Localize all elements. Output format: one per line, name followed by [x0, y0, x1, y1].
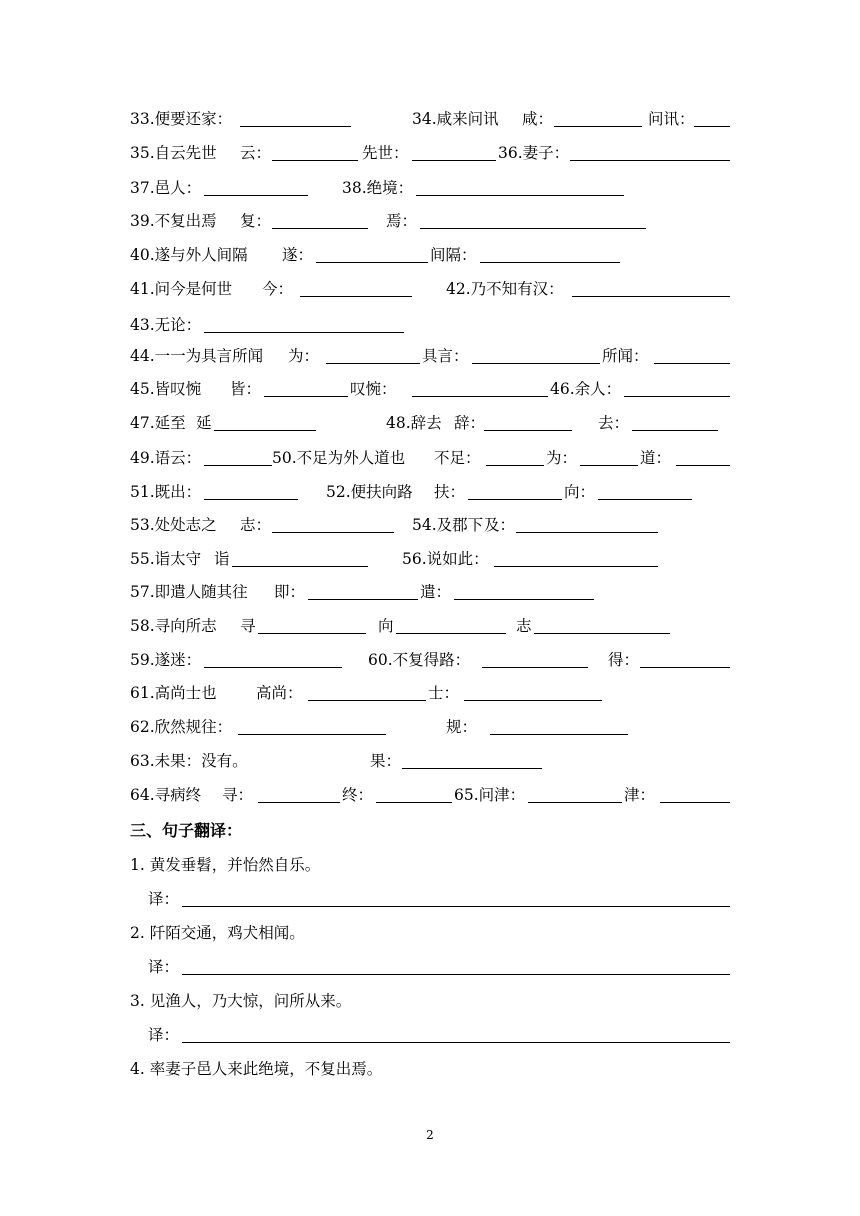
prompt: 今：	[262, 280, 294, 298]
item-row-43	[130, 312, 730, 338]
translation-answer-line[interactable]	[182, 974, 730, 975]
label-text: 译：	[148, 890, 180, 908]
translation-label	[148, 1022, 188, 1048]
prompt: 44.一一为具言所闻	[130, 347, 264, 365]
translation-sentence	[130, 920, 730, 946]
item-row-53	[130, 512, 730, 538]
prompt: 去：	[598, 414, 630, 432]
answer-blank[interactable]	[468, 499, 562, 500]
item-row-63	[130, 748, 730, 774]
prompt: 40.遂与外人间隔	[130, 246, 248, 264]
answer-blank[interactable]	[204, 332, 404, 333]
item-row-33	[130, 106, 730, 132]
prompt: 53.处处志之	[130, 516, 217, 534]
answer-blank[interactable]	[412, 160, 496, 161]
prompt: 道：	[640, 449, 672, 467]
item-row-39	[130, 208, 730, 234]
prompt: 33.便要还家：	[130, 110, 233, 128]
sentence-text: 2. 阡陌交通，鸡犬相闻。	[130, 924, 305, 942]
answer-blank[interactable]	[528, 802, 622, 803]
answer-blank[interactable]	[420, 228, 646, 229]
prompt: 先世：	[362, 144, 409, 162]
answer-blank[interactable]	[204, 499, 298, 500]
prompt: 65.问津：	[454, 786, 526, 804]
answer-blank[interactable]	[272, 532, 394, 533]
prompt: 叹惋：	[350, 380, 397, 398]
prompt: 50.不足为外人道也	[272, 449, 406, 467]
prompt: 43.无论：	[130, 316, 202, 334]
prompt: 51.既出：	[130, 483, 202, 501]
answer-blank[interactable]	[534, 633, 670, 634]
answer-blank[interactable]	[300, 296, 412, 297]
prompt: 诣	[214, 550, 230, 568]
prompt: 扶：	[434, 483, 466, 501]
answer-blank[interactable]	[316, 262, 428, 263]
prompt: 45.皆叹惋	[130, 380, 202, 398]
prompt: 志	[516, 617, 532, 635]
prompt: 56.说如此：	[402, 550, 489, 568]
prompt: 咸：	[522, 110, 554, 128]
prompt: 高尚：	[256, 684, 303, 702]
answer-blank[interactable]	[204, 195, 308, 196]
item-row-49	[130, 445, 730, 471]
prompt: 49.语云：	[130, 449, 202, 467]
prompt: 规：	[446, 718, 478, 736]
prompt: 63.未果：没有。	[130, 752, 248, 770]
answer-blank[interactable]	[264, 396, 348, 397]
prompt: 辞：	[454, 414, 486, 432]
answer-blank[interactable]	[214, 430, 316, 431]
prompt: 问讯：	[648, 110, 695, 128]
prompt: 58.寻向所志	[130, 617, 217, 635]
answer-blank[interactable]	[232, 566, 368, 567]
translation-sentence	[130, 1056, 730, 1082]
answer-blank[interactable]	[676, 465, 730, 466]
item-row-47	[130, 410, 730, 436]
item-row-45	[130, 376, 730, 402]
item-row-57	[130, 579, 730, 605]
prompt: 57.即遣人随其往	[130, 583, 248, 601]
answer-blank[interactable]	[238, 734, 386, 735]
prompt: 即：	[274, 583, 306, 601]
answer-blank[interactable]	[204, 667, 342, 668]
item-row-35	[130, 140, 730, 166]
answer-blank[interactable]	[240, 126, 351, 127]
prompt: 及：	[484, 516, 516, 534]
answer-blank[interactable]	[454, 599, 594, 600]
prompt: 47.延至	[130, 414, 186, 432]
prompt: 41.问今是何世	[130, 280, 233, 298]
answer-blank[interactable]	[204, 465, 272, 466]
prompt: 34.咸来问讯	[412, 110, 499, 128]
answer-blank[interactable]	[464, 700, 602, 701]
answer-blank[interactable]	[572, 296, 730, 297]
answer-blank[interactable]	[258, 802, 340, 803]
answer-blank[interactable]	[570, 160, 730, 161]
answer-blank[interactable]	[480, 262, 620, 263]
prompt: 遣：	[420, 583, 452, 601]
item-row-62	[130, 714, 730, 740]
answer-blank[interactable]	[272, 160, 358, 161]
item-row-59	[130, 647, 730, 673]
answer-blank[interactable]	[694, 126, 730, 127]
prompt: 37.邑人：	[130, 179, 202, 197]
sentence-text: 1. 黄发垂髫，并怡然自乐。	[130, 856, 321, 874]
prompt: 津：	[624, 786, 656, 804]
prompt: 得：	[608, 651, 640, 669]
answer-blank[interactable]	[654, 363, 730, 364]
answer-blank[interactable]	[308, 599, 418, 600]
answer-blank[interactable]	[326, 363, 420, 364]
answer-blank[interactable]	[516, 532, 658, 533]
item-row-64	[130, 782, 730, 808]
prompt: 焉：	[386, 212, 418, 230]
answer-blank[interactable]	[308, 700, 426, 701]
prompt: 55.诣太守	[130, 550, 202, 568]
prompt: 39.不复出焉	[130, 212, 217, 230]
prompt: 52.便扶向路	[326, 483, 413, 501]
answer-blank[interactable]	[258, 633, 366, 634]
item-row-55	[130, 546, 730, 572]
prompt: 皆：	[230, 380, 262, 398]
answer-blank[interactable]	[660, 802, 730, 803]
translation-label	[148, 954, 188, 980]
answer-blank[interactable]	[484, 430, 572, 431]
item-row-44	[130, 343, 730, 369]
translation-sentence	[130, 988, 730, 1014]
answer-blank[interactable]	[416, 195, 624, 196]
prompt: 果：	[370, 752, 402, 770]
answer-blank[interactable]	[486, 465, 544, 466]
answer-blank[interactable]	[580, 465, 638, 466]
prompt: 61.高尚士也	[130, 684, 217, 702]
prompt: 不足：	[434, 449, 481, 467]
prompt: 志：	[240, 516, 272, 534]
item-row-58	[130, 613, 730, 639]
answer-blank[interactable]	[472, 363, 600, 364]
page-number: 2	[426, 1128, 434, 1142]
answer-blank[interactable]	[396, 633, 506, 634]
prompt: 60.不复得路：	[368, 651, 471, 669]
prompt: 寻	[240, 617, 256, 635]
prompt: 间隔：	[430, 246, 477, 264]
answer-blank[interactable]	[376, 802, 452, 803]
prompt: 复：	[240, 212, 272, 230]
prompt: 士：	[428, 684, 460, 702]
answer-blank[interactable]	[598, 499, 692, 500]
label-text: 译：	[148, 1026, 180, 1044]
label-text: 译：	[148, 958, 180, 976]
prompt: 延	[196, 414, 212, 432]
answer-blank[interactable]	[624, 396, 730, 397]
prompt: 48.辞去	[386, 414, 442, 432]
prompt: 54.及郡下	[412, 516, 484, 534]
answer-blank[interactable]	[402, 768, 542, 769]
prompt: 终：	[342, 786, 374, 804]
answer-blank[interactable]	[494, 566, 658, 567]
translation-sentence	[130, 852, 730, 878]
prompt: 62.欣然规往：	[130, 718, 233, 736]
answer-blank[interactable]	[412, 396, 548, 397]
prompt: 向：	[564, 483, 596, 501]
prompt: 为：	[288, 347, 320, 365]
prompt: 36.妻子：	[498, 144, 570, 162]
item-row-40	[130, 242, 730, 268]
answer-blank[interactable]	[482, 667, 588, 668]
prompt: 具言：	[422, 347, 469, 365]
prompt: 寻：	[222, 786, 254, 804]
prompt: 64.寻病终	[130, 786, 202, 804]
prompt: 35.自云先世	[130, 144, 217, 162]
translation-answer-line[interactable]	[182, 906, 730, 907]
sentence-text: 4. 率妻子邑人来此绝境，不复出焉。	[130, 1060, 383, 1078]
prompt: 46.余人：	[550, 380, 622, 398]
prompt: 59.遂迷：	[130, 651, 202, 669]
answer-blank[interactable]	[632, 430, 718, 431]
item-row-61	[130, 680, 730, 706]
prompt: 向	[378, 617, 394, 635]
item-row-41	[130, 276, 730, 302]
answer-blank[interactable]	[554, 126, 642, 127]
translation-label	[148, 886, 188, 912]
prompt: 所闻：	[602, 347, 649, 365]
answer-blank[interactable]	[640, 667, 730, 668]
answer-blank[interactable]	[490, 734, 628, 735]
prompt: 云：	[240, 144, 272, 162]
prompt: 为：	[546, 449, 578, 467]
prompt: 38.绝境：	[342, 179, 414, 197]
prompt: 42.乃不知有汉：	[446, 280, 564, 298]
section-heading: 三、句子翻译：	[130, 821, 243, 840]
translation-answer-line[interactable]	[182, 1042, 730, 1043]
item-row-51	[130, 479, 730, 505]
sentence-text: 3. 见渔人，乃大惊，问所从来。	[130, 992, 352, 1010]
item-row-37	[130, 175, 730, 201]
answer-blank[interactable]	[272, 228, 368, 229]
prompt: 遂：	[282, 246, 314, 264]
